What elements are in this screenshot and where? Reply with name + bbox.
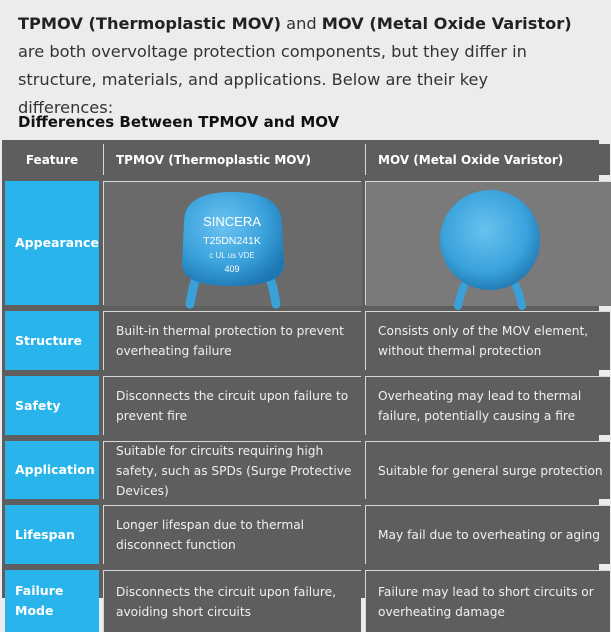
mov-image xyxy=(365,181,610,305)
intro-and: and xyxy=(281,14,322,33)
lifespan-tpmov: Longer lifespan due to thermal disconnect function xyxy=(103,505,361,564)
header-mov: MOV (Metal Oxide Varistor) xyxy=(365,144,610,175)
structure-mov: Consists only of the MOV element, without thermal protection xyxy=(365,311,610,370)
header-tpmov: TPMOV (Thermoplastic MOV) xyxy=(103,144,361,175)
safety-tpmov: Disconnects the circuit upon failure to prevent fire xyxy=(103,376,361,435)
intro-term-mov: MOV (Metal Oxide Varistor) xyxy=(321,14,572,33)
tpmov-code-marking: 409 xyxy=(223,263,240,274)
tpmov-brand-marking: SINCERA xyxy=(202,213,261,229)
structure-tpmov: Built-in thermal protection to prevent overheating failure xyxy=(103,311,361,370)
application-tpmov: Suitable for circuits requiring high safety, such as SPDs (Surge Protective Devices) xyxy=(103,441,361,499)
tpmov-part-marking: T25DN241K xyxy=(202,234,261,247)
feature-structure: Structure xyxy=(5,311,99,370)
application-mov: Suitable for general surge protection xyxy=(365,441,610,499)
tpmov-image xyxy=(103,181,361,305)
feature-failure-mode: Failure Mode xyxy=(5,570,99,632)
comparison-table xyxy=(2,140,603,619)
feature-appearance: Appearance xyxy=(5,181,99,305)
tpmov-cert-marking: c UL us VDE xyxy=(208,250,255,260)
intro-rest: are both overvoltage protection components, but they differ in structure, materials, and applications. Below are their key differences: xyxy=(18,42,527,117)
failure-mode-mov: Failure may lead to short circuits or overheating damage xyxy=(365,570,610,632)
feature-lifespan: Lifespan xyxy=(5,505,99,564)
header-feature: Feature xyxy=(5,144,99,175)
mov-component-illustration xyxy=(366,182,611,306)
safety-mov: Overheating may lead to thermal failure, potentially causing a fire xyxy=(365,376,610,435)
intro-term-tpmov: TPMOV (Thermoplastic MOV) xyxy=(18,14,281,33)
tpmov-component-illustration xyxy=(104,182,362,306)
lifespan-mov: May fail due to overheating or aging xyxy=(365,505,610,564)
feature-safety: Safety xyxy=(5,376,99,435)
intro-paragraph xyxy=(18,10,588,122)
table-title: Differences Between TPMOV and MOV xyxy=(18,113,340,131)
feature-application: Application xyxy=(5,441,99,499)
failure-mode-tpmov: Disconnects the circuit upon failure, avoiding short circuits xyxy=(103,570,361,632)
